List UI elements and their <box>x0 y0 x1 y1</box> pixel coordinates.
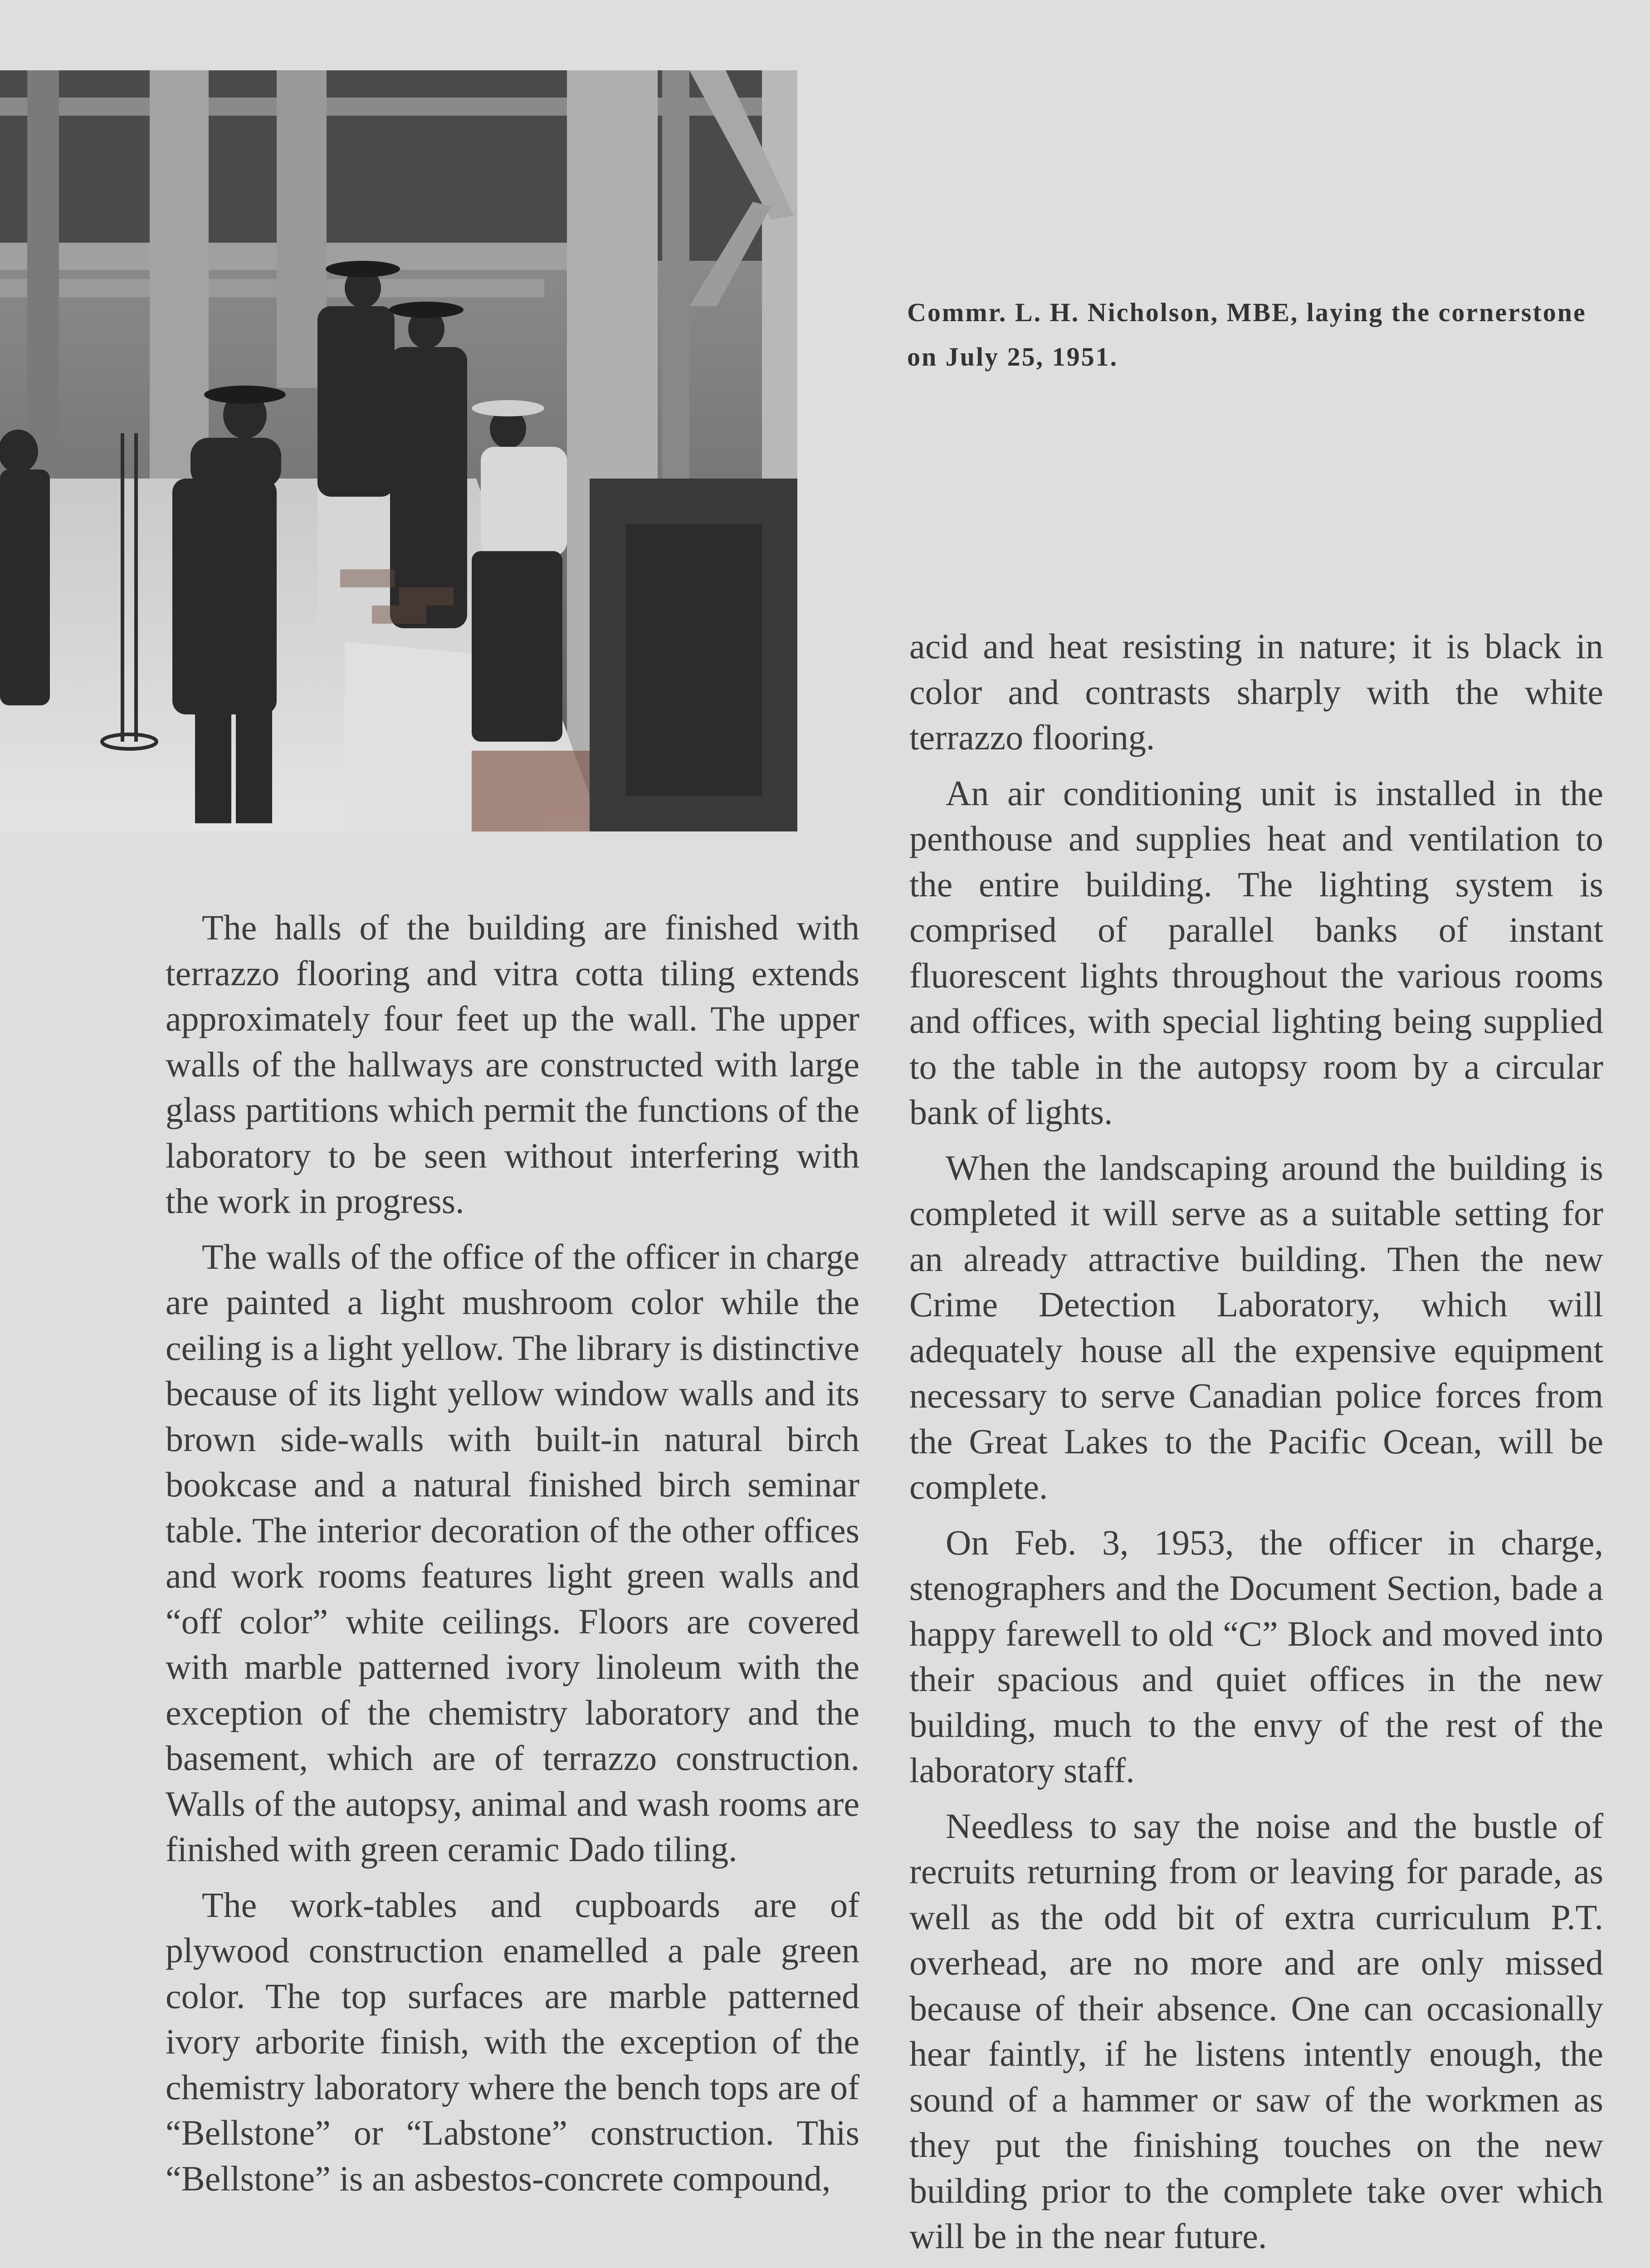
right-text-column <box>909 624 1603 2268</box>
paragraph: On Feb. 3, 1953, the officer in charge, stenographers and the Document Section, bade a happy farewell to old “C” Block and moved into their spacious and quiet offices in the new building, much to the envy of the rest of the laboratory staff. <box>909 1522 1603 1790</box>
paragraph: Needless to say the noise and the bustle of recruits returning from or leaving for parade, as well as the odd bit of extra curriculum P.T. overhead, are no more and are only missed because of their absence. One can occasionally hear faintly, if he listens intently enough, the sound of a hammer or saw of the workmen as they put the finishing touches on the new building prior to the complete take over which will be in the near future. <box>909 1806 1603 2256</box>
paragraph: When the landscaping around the building is completed it will serve as a suitable setting for an already attractive building. Then the new Crime Detection Laboratory, which will adequately house all the expensive equipment necessary to serve Canadian police forces from the Great Lakes to the Pacific Ocean, will be complete. <box>909 1148 1603 1506</box>
photograph-icon <box>0 70 797 831</box>
cornerstone-photograph <box>0 70 797 831</box>
paragraph: An air conditioning unit is installed in the penthouse and supplies heat and ventilation to the entire building. The lighting system is comprised of parallel banks of instant fluorescent lights throughout the various rooms and offices, with special lighting being supplied to the table in the autopsy room by a circular bank of lights. <box>909 773 1603 1132</box>
left-text-column <box>166 905 859 2211</box>
paragraph: The halls of the building are finished with terrazzo flooring and vitra cotta tiling extends approximately four feet up the wall. The upper walls of the hallways are constructed with large glass partitions which permit the functions of the laboratory to be seen without interfering with the work in progress. <box>166 908 859 1221</box>
paragraph: The work-tables and cupboards are of plywood construction enamelled a pale green color. The top surfaces are marble patterned ivory arborite finish, with the exception of the chemistry laboratory where the bench tops are of “Bellstone” or “Labstone” construction. This “Bellstone” is an asbestos-concrete compound, <box>166 1885 859 2198</box>
paragraph: acid and heat resisting in nature; it is black in color and contrasts sharply with the white terrazzo flooring. <box>909 626 1603 757</box>
paragraph: The walls of the office of the officer in charge are painted a light mushroom color while the ceiling is a light yellow. The library is distinctive because of its light yellow window walls and its brown side-walls with built-in natural birch bookcase and a natural finished birch seminar table. The interior decoration of the other offices and work rooms features light green walls and “off color” white ceilings. Floors are covered with marble patterned ivory linoleum with the exception of the chemistry laboratory and the basement, which are of terrazzo construction. Walls of the autopsy, animal and wash rooms are finished with green ceramic Dado tiling. <box>166 1237 859 1869</box>
photo-caption: Commr. L. H. Nicholson, MBE, laying the cornerstone on July 25, 1951. <box>907 298 1587 371</box>
